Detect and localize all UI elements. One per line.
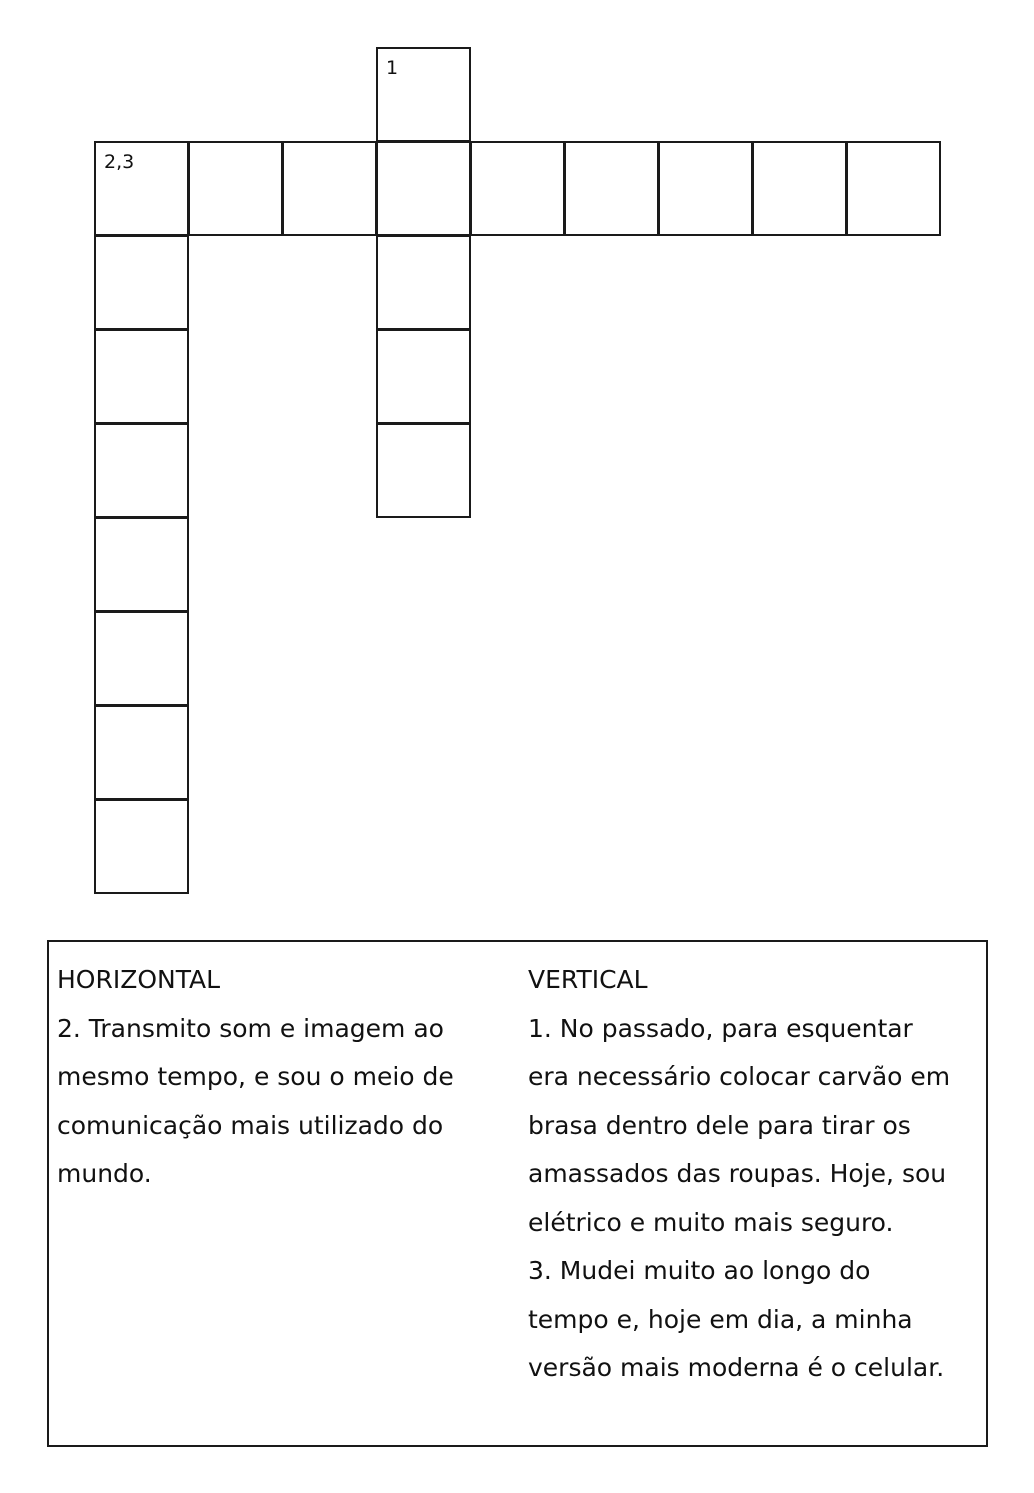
crossword-cell[interactable] <box>94 799 189 894</box>
crossword-cell[interactable] <box>376 235 471 330</box>
crossword-cell[interactable] <box>94 517 189 612</box>
clue-line: comunicação mais utilizado do <box>57 1110 444 1140</box>
horizontal-clues <box>57 956 497 1199</box>
crossword-cell[interactable] <box>94 611 189 706</box>
clue-line: era necessário colocar carvão em <box>528 1062 951 1091</box>
crossword-cell[interactable] <box>846 141 941 236</box>
clue-line: versão mais moderna é o celular. <box>528 1353 945 1382</box>
crossword-cell[interactable] <box>752 141 847 236</box>
clue-line: tempo e, hoje em dia, a minha <box>528 1304 913 1334</box>
clue-line: brasa dentro dele para tirar os <box>528 1110 911 1140</box>
crossword-cell[interactable] <box>376 47 471 142</box>
clue-number-1: 1 <box>386 57 399 79</box>
crossword-cell[interactable] <box>94 141 189 236</box>
crossword-cell[interactable] <box>376 423 471 518</box>
vertical-clues <box>528 956 983 1393</box>
crossword-cell[interactable] <box>564 141 659 236</box>
crossword-cell[interactable] <box>282 141 377 236</box>
clues-box <box>47 940 988 1447</box>
vertical-heading: VERTICAL <box>528 965 648 994</box>
crossword-cell[interactable] <box>376 141 471 236</box>
horizontal-heading: HORIZONTAL <box>57 965 221 994</box>
crossword-cell[interactable] <box>470 141 565 236</box>
clue-line: 3. Mudei muito ao longo do <box>528 1256 871 1285</box>
crossword-cell[interactable] <box>94 329 189 424</box>
crossword-cell[interactable] <box>94 235 189 330</box>
clue-number-2-3: 2,3 <box>104 151 135 173</box>
crossword-cell[interactable] <box>188 141 283 236</box>
clue-line: elétrico e muito mais seguro. <box>528 1207 894 1237</box>
crossword-cell[interactable] <box>658 141 753 236</box>
crossword-cell[interactable] <box>94 705 189 800</box>
crossword-cell[interactable] <box>376 329 471 424</box>
clue-line: mesmo tempo, e sou o meio de <box>57 1062 454 1091</box>
clue-line: mundo. <box>57 1159 152 1188</box>
clue-line: 1. No passado, para esquentar <box>528 1013 913 1043</box>
clue-line: 2. Transmito som e imagem ao <box>57 1013 444 1043</box>
clue-line: amassados das roupas. Hoje, sou <box>528 1159 947 1188</box>
crossword-cell[interactable] <box>94 423 189 518</box>
